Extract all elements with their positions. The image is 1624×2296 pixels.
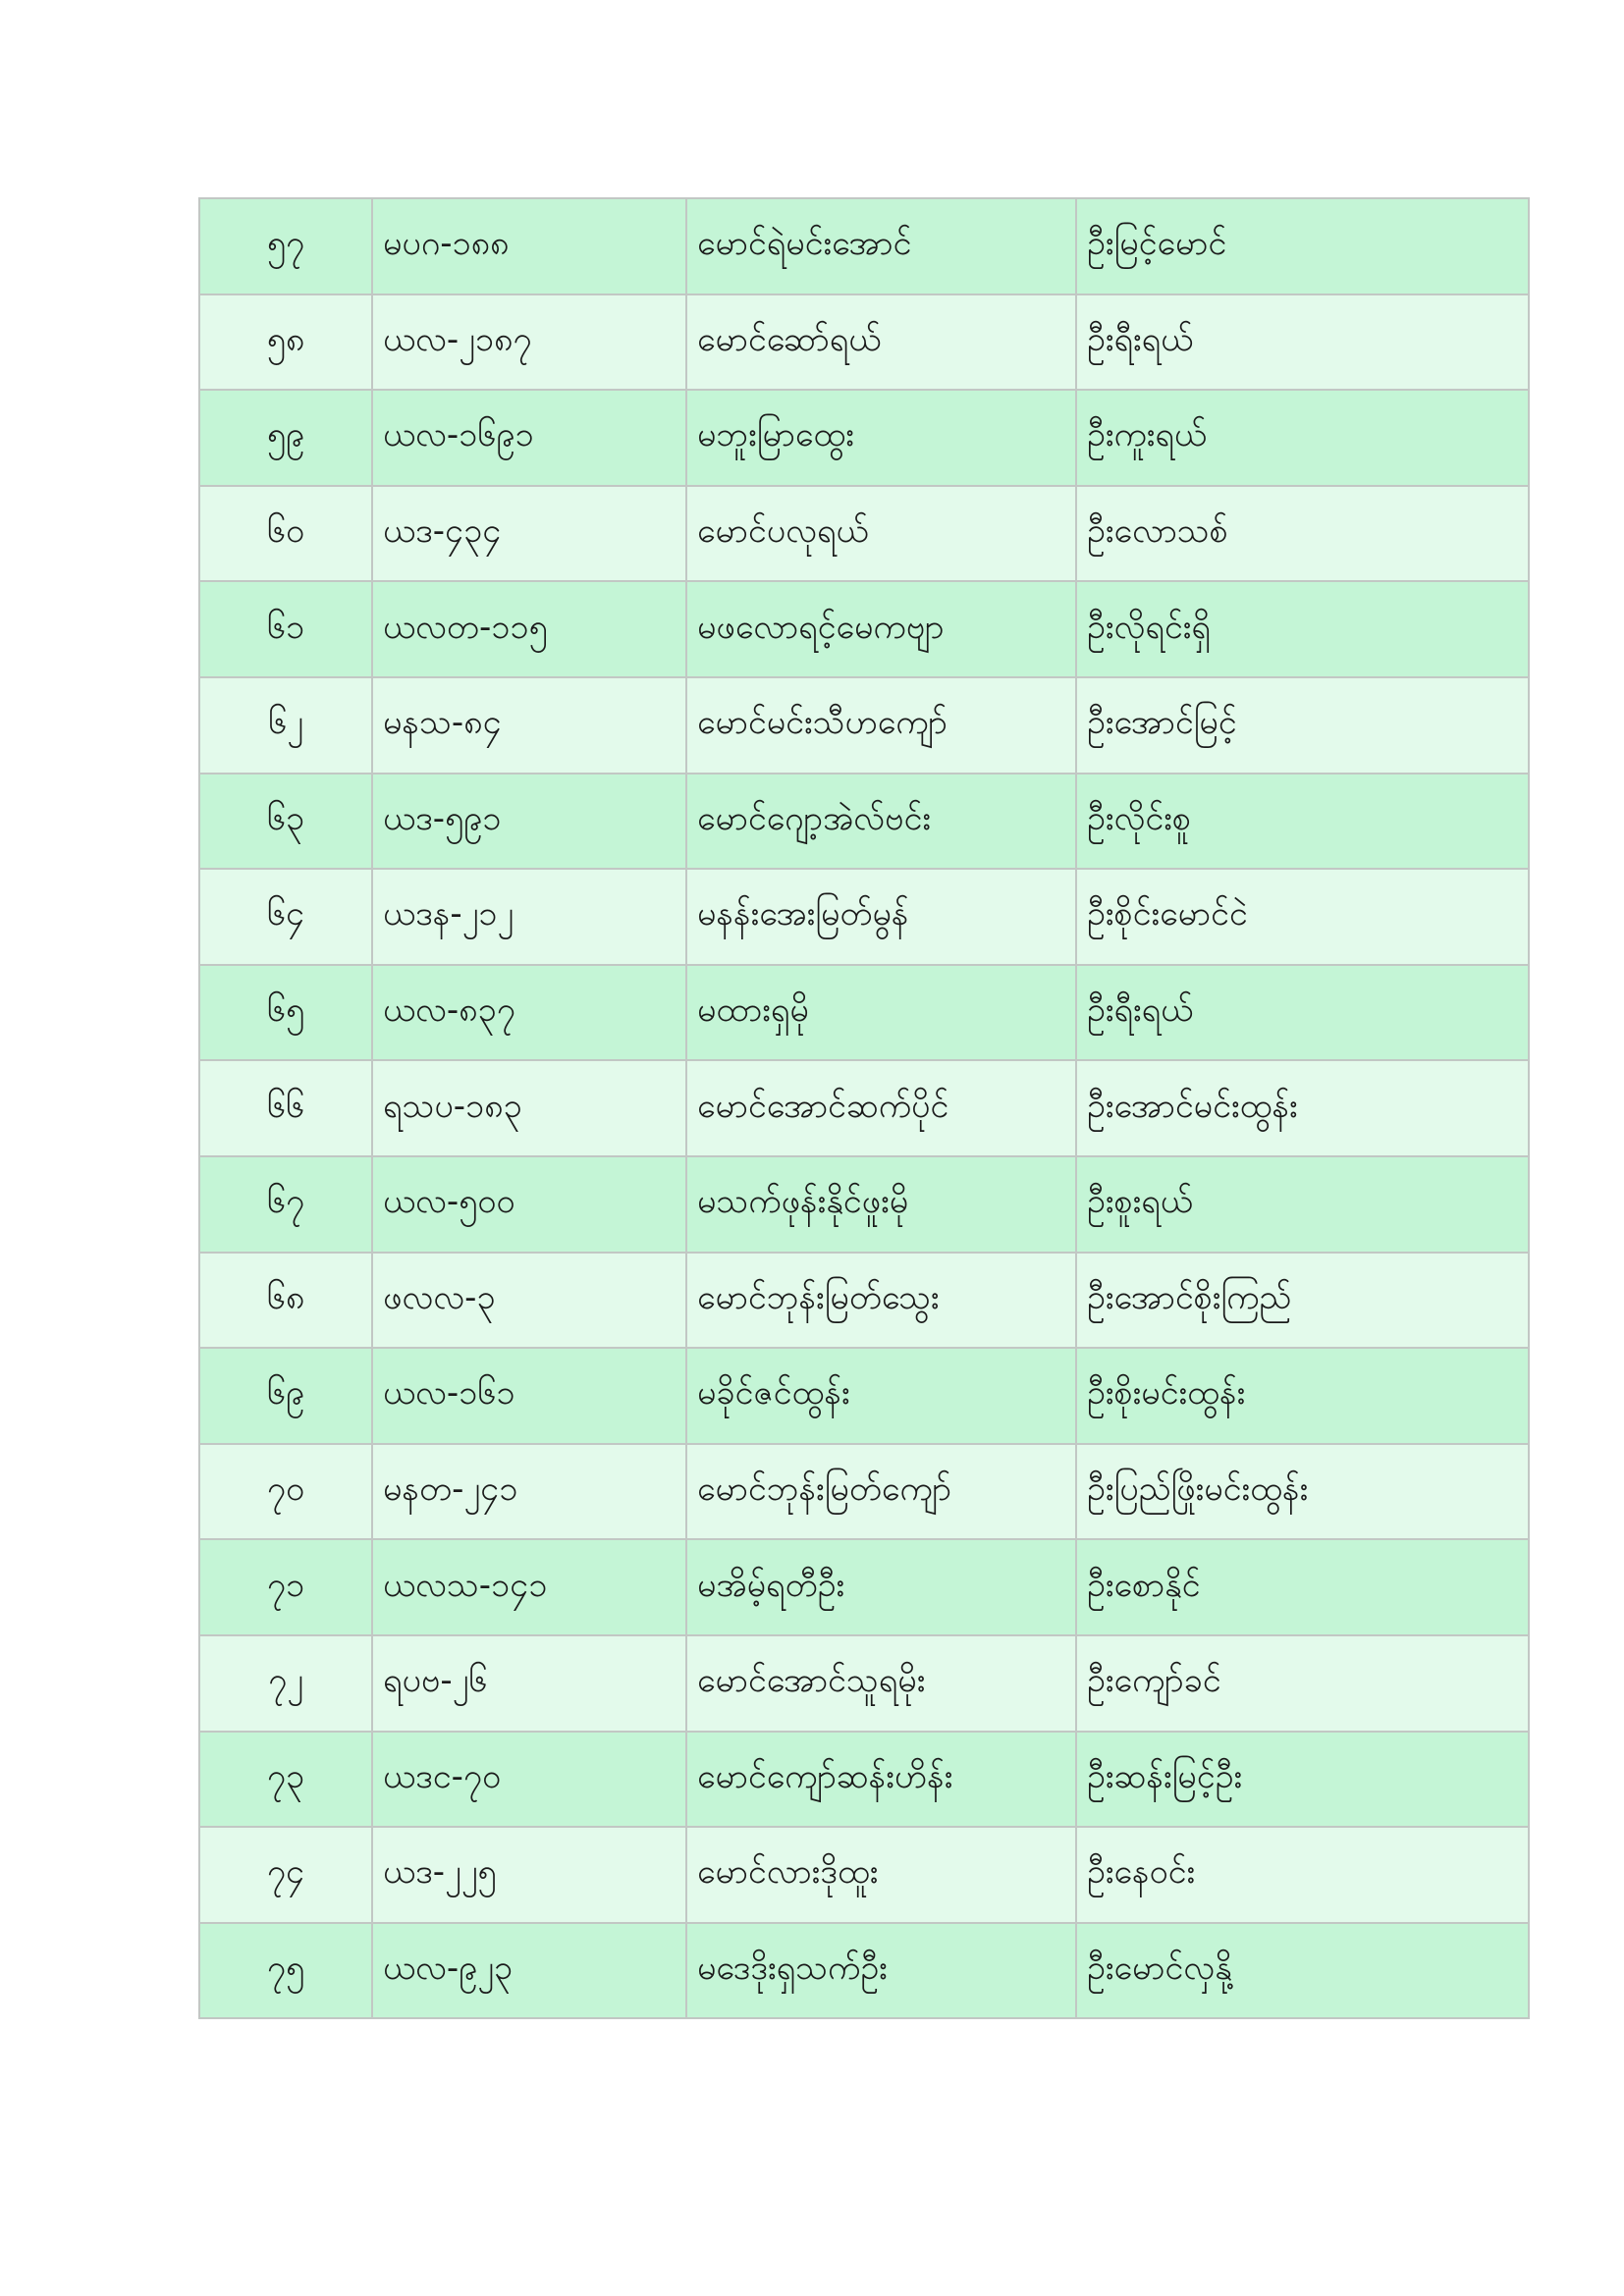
roll-number-cell: မပဂ-၁၈၈: [372, 198, 686, 294]
serial-number-cell: ၇၁: [199, 1539, 372, 1635]
student-name-cell: မောင်ဘုန်းမြတ်သွေး: [686, 1253, 1076, 1349]
father-name-cell: ဦးရီးရယ်: [1076, 965, 1529, 1061]
father-name-cell: ဦးနေဝင်း: [1076, 1827, 1529, 1923]
table-row: [199, 390, 1529, 486]
father-name-cell: ဦးဆန်းမြင့်ဦး: [1076, 1732, 1529, 1828]
serial-number-cell: ၇၄: [199, 1827, 372, 1923]
student-name-cell: မဒေဒိုးရှသက်ဦး: [686, 1923, 1076, 2019]
roll-number-cell: မနတ-၂၄၁: [372, 1444, 686, 1540]
roll-number-cell: ယဒင-၇၀: [372, 1732, 686, 1828]
serial-number-cell: ၆၇: [199, 1156, 372, 1253]
father-name-cell: ဦးကျော်ခင်: [1076, 1635, 1529, 1732]
table-row: [199, 1827, 1529, 1923]
results-table: [198, 197, 1530, 2019]
student-name-cell: မောင်ပလုရယ်: [686, 486, 1076, 582]
roll-number-cell: ယဒန-၂၁၂: [372, 869, 686, 965]
father-name-cell: ဦးမောင်လှနို့: [1076, 1923, 1529, 2019]
serial-number-cell: ၆၂: [199, 677, 372, 774]
father-name-cell: ဦးအောင်စိုးကြည်: [1076, 1253, 1529, 1349]
table-row: [199, 1635, 1529, 1732]
serial-number-cell: ၆၉: [199, 1348, 372, 1444]
father-name-cell: ဦးစိုးမင်းထွန်း: [1076, 1348, 1529, 1444]
roll-number-cell: ယလသ-၁၄၁: [372, 1539, 686, 1635]
table-row: [199, 486, 1529, 582]
serial-number-cell: ၆၆: [199, 1060, 372, 1156]
roll-number-cell: ယလ-၈၃၇: [372, 965, 686, 1061]
father-name-cell: ဦးစောနိုင်: [1076, 1539, 1529, 1635]
student-name-cell: မောင်လားဒိုထူး: [686, 1827, 1076, 1923]
roll-number-cell: ရပဗ-၂၆: [372, 1635, 686, 1732]
student-name-cell: မောင်မင်းသီဟကျော်: [686, 677, 1076, 774]
father-name-cell: ဦးမြင့်မောင်: [1076, 198, 1529, 294]
table-row: [199, 1348, 1529, 1444]
serial-number-cell: ၇၂: [199, 1635, 372, 1732]
serial-number-cell: ၅၈: [199, 294, 372, 391]
roll-number-cell: ရသပ-၁၈၃: [372, 1060, 686, 1156]
father-name-cell: ဦးအောင်မင်းထွန်း: [1076, 1060, 1529, 1156]
roll-number-cell: ယဒ-၂၂၅: [372, 1827, 686, 1923]
table-row: [199, 1539, 1529, 1635]
table-row: [199, 1444, 1529, 1540]
table-row: [199, 1253, 1529, 1349]
student-name-cell: မအိမ့်ရတီဦး: [686, 1539, 1076, 1635]
student-name-cell: မခိုင်ဇင်ထွန်း: [686, 1348, 1076, 1444]
table-row: [199, 774, 1529, 870]
table-row: [199, 1156, 1529, 1253]
father-name-cell: ဦးလိုင်းစူ: [1076, 774, 1529, 870]
roll-number-cell: မနသ-၈၄: [372, 677, 686, 774]
roll-number-cell: ယလ-၁၆၉၁: [372, 390, 686, 486]
serial-number-cell: ၆၀: [199, 486, 372, 582]
serial-number-cell: ၆၃: [199, 774, 372, 870]
serial-number-cell: ၇၅: [199, 1923, 372, 2019]
roll-number-cell: ယလ-၁၆၁: [372, 1348, 686, 1444]
father-name-cell: ဦးစိုင်းမောင်ငဲ: [1076, 869, 1529, 965]
father-name-cell: ဦးကူးရယ်: [1076, 390, 1529, 486]
student-name-cell: မောင်ဆော်ရယ်: [686, 294, 1076, 391]
serial-number-cell: ၇၃: [199, 1732, 372, 1828]
student-name-cell: မဘူးမြာထွေး: [686, 390, 1076, 486]
table-row: [199, 1060, 1529, 1156]
student-name-cell: မောင်ကျော်ဆန်းဟိန်း: [686, 1732, 1076, 1828]
student-name-cell: မောင်အောင်သူရမိုး: [686, 1635, 1076, 1732]
student-name-cell: မသက်ဖုန်းနိုင်ဖူးမို: [686, 1156, 1076, 1253]
student-name-cell: မနန်းအေးမြတ်မွန်: [686, 869, 1076, 965]
roll-number-cell: ယလ-၉၂၃: [372, 1923, 686, 2019]
student-name-cell: မဖလောရင့်မေကဗျာ: [686, 581, 1076, 677]
serial-number-cell: ၆၄: [199, 869, 372, 965]
roll-number-cell: ယလ-၅၀၀: [372, 1156, 686, 1253]
table-row: [199, 965, 1529, 1061]
father-name-cell: ဦးရီးရယ်: [1076, 294, 1529, 391]
father-name-cell: ဦးအောင်မြင့်: [1076, 677, 1529, 774]
father-name-cell: ဦးစူးရယ်: [1076, 1156, 1529, 1253]
student-name-cell: မောင်ဘုန်းမြတ်ကျော်: [686, 1444, 1076, 1540]
student-name-cell: မောင်ဂျော့အဲလ်ဗင်း: [686, 774, 1076, 870]
father-name-cell: ဦးလောသစ်: [1076, 486, 1529, 582]
table-row: [199, 677, 1529, 774]
table-row: [199, 869, 1529, 965]
roll-number-cell: ဖလလ-၃: [372, 1253, 686, 1349]
table-row: [199, 198, 1529, 294]
serial-number-cell: ၇၀: [199, 1444, 372, 1540]
table-row: [199, 294, 1529, 391]
serial-number-cell: ၆၁: [199, 581, 372, 677]
roll-number-cell: ယလတ-၁၁၅: [372, 581, 686, 677]
father-name-cell: ဦးပြည်ဖြိုးမင်းထွန်း: [1076, 1444, 1529, 1540]
father-name-cell: ဦးလိုရင်းရှိ: [1076, 581, 1529, 677]
table-row: [199, 1923, 1529, 2019]
student-name-cell: မောင်ရဲမင်းအောင်: [686, 198, 1076, 294]
roll-number-cell: ယဒ-၅၉၁: [372, 774, 686, 870]
roll-number-cell: ယဒ-၄၃၄: [372, 486, 686, 582]
roll-number-cell: ယလ-၂၁၈၇: [372, 294, 686, 391]
serial-number-cell: ၅၉: [199, 390, 372, 486]
serial-number-cell: ၆၈: [199, 1253, 372, 1349]
table-row: [199, 581, 1529, 677]
serial-number-cell: ၆၅: [199, 965, 372, 1061]
serial-number-cell: ၅၇: [199, 198, 372, 294]
student-name-cell: မောင်အောင်ဆက်ပိုင်: [686, 1060, 1076, 1156]
student-name-cell: မထားရှမို: [686, 965, 1076, 1061]
table-row: [199, 1732, 1529, 1828]
table-body: [199, 198, 1529, 2018]
